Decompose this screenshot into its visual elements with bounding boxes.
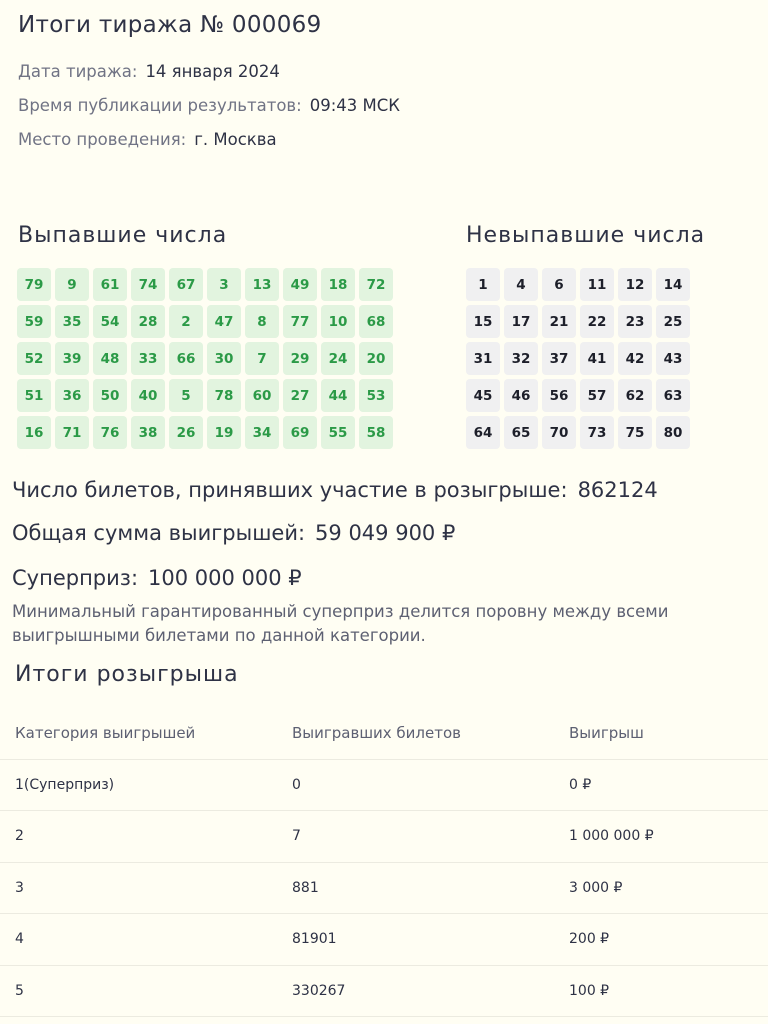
cell-prize: 1 000 000 ₽ — [554, 811, 768, 863]
number-ball: 51 — [17, 379, 51, 412]
number-ball: 64 — [466, 416, 500, 449]
number-ball: 9 — [55, 268, 89, 301]
number-ball: 29 — [283, 342, 317, 375]
draw-place-value: г. Москва — [194, 130, 277, 149]
publish-time-value: 09:43 МСК — [309, 96, 400, 115]
number-ball: 7 — [245, 342, 279, 375]
number-ball: 43 — [656, 342, 690, 375]
total-value: 59 049 900 ₽ — [315, 521, 456, 545]
number-ball: 28 — [131, 305, 165, 338]
number-ball: 52 — [17, 342, 51, 375]
number-ball: 40 — [131, 379, 165, 412]
number-ball: 5 — [169, 379, 203, 412]
number-ball: 32 — [504, 342, 538, 375]
number-ball: 80 — [656, 416, 690, 449]
table-row — [0, 811, 768, 863]
cell-winners: 881 — [277, 862, 554, 914]
superprize-stat — [12, 566, 302, 590]
number-ball: 10 — [321, 305, 355, 338]
number-ball: 22 — [580, 305, 614, 338]
cell-winners: 7 — [277, 811, 554, 863]
tickets-label: Число билетов, принявших участие в розыгрыше: — [12, 478, 568, 502]
number-ball: 31 — [466, 342, 500, 375]
number-ball: 53 — [359, 379, 393, 412]
number-ball: 73 — [580, 416, 614, 449]
draw-date-label: Дата тиража: — [18, 62, 138, 81]
number-ball: 62 — [618, 379, 652, 412]
header-category: Категория выигрышей — [0, 708, 277, 759]
number-ball: 21 — [542, 305, 576, 338]
number-ball: 41 — [580, 342, 614, 375]
cell-prize: 0 ₽ — [554, 759, 768, 811]
cell-prize: 3 000 ₽ — [554, 862, 768, 914]
number-ball: 69 — [283, 416, 317, 449]
number-ball: 76 — [93, 416, 127, 449]
results-table — [0, 708, 768, 1017]
superprize-label: Суперприз: — [12, 566, 139, 590]
number-ball: 50 — [93, 379, 127, 412]
number-ball: 1 — [466, 268, 500, 301]
number-ball: 23 — [618, 305, 652, 338]
number-ball: 70 — [542, 416, 576, 449]
drawn-numbers-title: Выпавшие числа — [18, 223, 228, 248]
total-stat — [12, 521, 455, 545]
number-ball: 37 — [542, 342, 576, 375]
number-ball: 71 — [55, 416, 89, 449]
number-ball: 57 — [580, 379, 614, 412]
number-ball: 14 — [656, 268, 690, 301]
number-ball: 17 — [504, 305, 538, 338]
table-row — [0, 759, 768, 811]
number-ball: 3 — [207, 268, 241, 301]
number-ball: 11 — [580, 268, 614, 301]
number-ball: 19 — [207, 416, 241, 449]
number-ball: 39 — [55, 342, 89, 375]
not-drawn-numbers-title: Невыпавшие числа — [466, 223, 706, 248]
publish-time-label: Время публикации результатов: — [18, 96, 302, 115]
number-ball: 35 — [55, 305, 89, 338]
total-label: Общая сумма выигрышей: — [12, 521, 306, 545]
number-ball: 25 — [656, 305, 690, 338]
number-ball: 54 — [93, 305, 127, 338]
cell-category: 4 — [0, 914, 277, 966]
number-ball: 65 — [504, 416, 538, 449]
number-ball: 45 — [466, 379, 500, 412]
page-title: Итоги тиража № 000069 — [18, 12, 322, 38]
number-ball: 46 — [504, 379, 538, 412]
number-ball: 59 — [17, 305, 51, 338]
number-ball: 42 — [618, 342, 652, 375]
number-ball: 6 — [542, 268, 576, 301]
number-ball: 4 — [504, 268, 538, 301]
number-ball: 67 — [169, 268, 203, 301]
number-ball: 18 — [321, 268, 355, 301]
drawn-numbers-grid — [17, 268, 393, 449]
number-ball: 44 — [321, 379, 355, 412]
number-ball: 38 — [131, 416, 165, 449]
number-ball: 16 — [17, 416, 51, 449]
not-drawn-numbers-grid — [466, 268, 690, 449]
cell-category: 3 — [0, 862, 277, 914]
number-ball: 24 — [321, 342, 355, 375]
cell-winners: 330267 — [277, 965, 554, 1017]
number-ball: 36 — [55, 379, 89, 412]
number-ball: 27 — [283, 379, 317, 412]
results-header-row — [0, 708, 768, 759]
header-winners: Выигравших билетов — [277, 708, 554, 759]
cell-prize: 100 ₽ — [554, 965, 768, 1017]
draw-place-label: Место проведения: — [18, 130, 187, 149]
tickets-stat — [12, 478, 658, 502]
number-ball: 33 — [131, 342, 165, 375]
number-ball: 75 — [618, 416, 652, 449]
number-ball: 68 — [359, 305, 393, 338]
superprize-note: Минимальный гарантированный суперприз делится поровну между всеми выигрышными билетами по данной категории. — [12, 602, 669, 645]
cell-winners: 0 — [277, 759, 554, 811]
number-ball: 72 — [359, 268, 393, 301]
number-ball: 61 — [93, 268, 127, 301]
number-ball: 15 — [466, 305, 500, 338]
table-row — [0, 914, 768, 966]
number-ball: 78 — [207, 379, 241, 412]
table-row — [0, 862, 768, 914]
number-ball: 20 — [359, 342, 393, 375]
cell-winners: 81901 — [277, 914, 554, 966]
number-ball: 55 — [321, 416, 355, 449]
table-row — [0, 965, 768, 1017]
tickets-value: 862124 — [577, 478, 658, 502]
results-title: Итоги розыгрыша — [15, 662, 239, 687]
number-ball: 12 — [618, 268, 652, 301]
header-prize: Выигрыш — [554, 708, 768, 759]
number-ball: 66 — [169, 342, 203, 375]
draw-place — [18, 130, 277, 149]
superprize-value: 100 000 000 ₽ — [148, 566, 302, 590]
draw-date — [18, 62, 280, 81]
number-ball: 34 — [245, 416, 279, 449]
number-ball: 77 — [283, 305, 317, 338]
number-ball: 60 — [245, 379, 279, 412]
cell-category: 2 — [0, 811, 277, 863]
number-ball: 2 — [169, 305, 203, 338]
cell-prize: 200 ₽ — [554, 914, 768, 966]
number-ball: 49 — [283, 268, 317, 301]
number-ball: 79 — [17, 268, 51, 301]
draw-date-value: 14 января 2024 — [145, 62, 280, 81]
number-ball: 26 — [169, 416, 203, 449]
number-ball: 30 — [207, 342, 241, 375]
cell-category: 1(Суперприз) — [0, 759, 277, 811]
number-ball: 8 — [245, 305, 279, 338]
number-ball: 48 — [93, 342, 127, 375]
number-ball: 58 — [359, 416, 393, 449]
number-ball: 63 — [656, 379, 690, 412]
number-ball: 13 — [245, 268, 279, 301]
number-ball: 56 — [542, 379, 576, 412]
number-ball: 74 — [131, 268, 165, 301]
cell-category: 5 — [0, 965, 277, 1017]
number-ball: 47 — [207, 305, 241, 338]
publish-time — [18, 96, 400, 115]
